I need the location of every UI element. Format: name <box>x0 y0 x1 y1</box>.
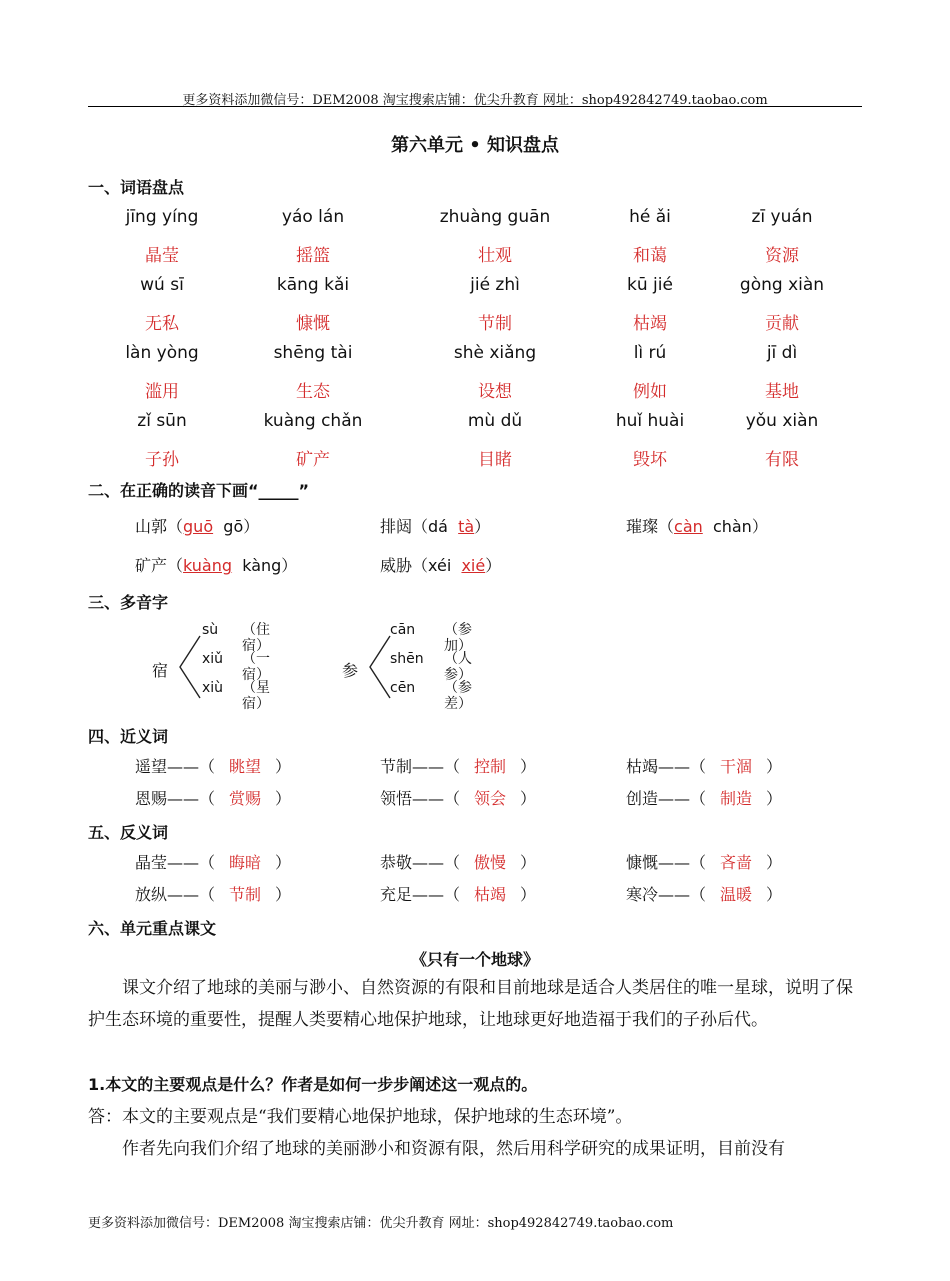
pinyin: làn yòng <box>125 343 199 363</box>
antonym-item: 晶莹——（ 晦暗 ） <box>135 853 292 872</box>
pinyin: huǐ huài <box>615 411 685 431</box>
section-heading-antonyms: 五、反义词 <box>88 823 169 842</box>
pinyin: kū jié <box>627 275 673 295</box>
vocabulary-word: 慷慨 <box>296 314 330 334</box>
vocabulary-word: 无私 <box>145 314 179 334</box>
vocabulary-word: 毁坏 <box>633 450 667 470</box>
pinyin: jīng yíng <box>125 207 199 227</box>
antonym-item: 充足——（ 枯竭 ） <box>380 885 537 904</box>
vocabulary-word: 有限 <box>765 450 799 470</box>
section-heading-pronunciation: 二、在正确的读音下画“_____” <box>88 481 310 500</box>
vocabulary-word: 子孙 <box>145 450 179 470</box>
vocabulary-word: 目睹 <box>478 450 512 470</box>
section-heading-polyphone: 三、多音字 <box>88 593 169 612</box>
brace-icon <box>368 634 392 700</box>
page-header: 更多资料添加微信号：DEM2008 淘宝搜索店铺：优尖升教育 网址：shop492842749.taobao.com <box>182 93 768 108</box>
pinyin: gòng xiàn <box>739 275 825 295</box>
page-title: 第六单元 • 知识盘点 <box>390 135 560 156</box>
lesson-title: 《只有一个地球》 <box>410 950 539 969</box>
antonym-item: 恭敬——（ 傲慢 ） <box>380 853 537 872</box>
polyphone-char: 宿 <box>152 661 169 680</box>
synonym-item: 恩赐——（ 赏赐 ） <box>135 789 292 808</box>
pinyin: yǒu xiàn <box>745 411 819 431</box>
pronunciation-item: 排闼（dá tà） <box>380 517 491 536</box>
pronunciation-item: 矿产（kuàng kàng） <box>135 556 298 575</box>
polyphone-group-su: 宿 sù （住宿） xiǔ （一宿） xiù （星宿） <box>152 622 270 712</box>
pinyin: zhuàng guān <box>439 207 551 227</box>
answer: 答：本文的主要观点是“我们要精心地保护地球，保护地球的生态环境”。 <box>88 1107 633 1127</box>
pinyin: wú sī <box>140 275 184 295</box>
polyphone-group-can: 参 cān （参加） shēn （人参） cēn （参差） <box>342 622 472 712</box>
section-heading-vocabulary: 一、词语盘点 <box>88 178 185 197</box>
pinyin: jī dì <box>766 343 798 363</box>
synonym-item: 节制——（ 控制 ） <box>380 757 537 776</box>
section-heading-synonyms: 四、近义词 <box>88 727 169 746</box>
question: 1.本文的主要观点是什么？作者是如何一步步阐述这一观点的。 <box>88 1075 538 1094</box>
pinyin: shè xiǎng <box>453 343 537 363</box>
pinyin: zǐ sūn <box>137 411 187 431</box>
antonym-item: 寒冷——（ 温暖 ） <box>626 885 783 904</box>
pinyin: lì rú <box>633 343 667 363</box>
vocabulary-word: 基地 <box>765 382 799 402</box>
pinyin: yáo lán <box>281 207 345 227</box>
vocabulary-word: 晶莹 <box>145 246 179 266</box>
pinyin: shēng tài <box>273 343 353 363</box>
vocabulary-word: 摇篮 <box>296 246 330 266</box>
vocabulary-word: 和蔼 <box>633 246 667 266</box>
pinyin: mù dǔ <box>467 411 523 431</box>
pronunciation-item: 威胁（xéi xié） <box>380 556 502 575</box>
vocabulary-word: 生态 <box>296 382 330 402</box>
lesson-intro: 课文介绍了地球的美丽与渺小、自然资源的有限和目前地球是适合人类居住的唯一星球，说明了保护生态环境的重要性，提醒人类要精心地保护地球，让地球更好地造福于我们的子孙后代。 <box>88 978 853 1030</box>
vocabulary-word: 例如 <box>633 382 667 402</box>
section-heading-key-text: 六、单元重点课文 <box>88 919 217 938</box>
synonym-item: 枯竭——（ 干涸 ） <box>626 757 783 776</box>
synonym-item: 领悟——（ 领会 ） <box>380 789 537 808</box>
vocabulary-word: 枯竭 <box>633 314 667 334</box>
pronunciation-item: 璀璨（càn chàn） <box>626 517 768 536</box>
pinyin: zī yuán <box>751 207 813 227</box>
vocabulary-word: 贡献 <box>765 314 799 334</box>
vocabulary-word: 资源 <box>765 246 799 266</box>
answer-paragraph: 作者先向我们介绍了地球的美丽渺小和资源有限，然后用科学研究的成果证明，目前没有 <box>122 1139 785 1159</box>
pinyin: kāng kǎi <box>276 275 350 295</box>
vocabulary-word: 滥用 <box>145 382 179 402</box>
synonym-item: 遥望——（ 眺望 ） <box>135 757 292 776</box>
pinyin: jié zhì <box>470 275 520 295</box>
vocabulary-word: 矿产 <box>296 450 330 470</box>
pinyin: kuàng chǎn <box>263 411 363 431</box>
vocabulary-word: 壮观 <box>478 246 512 266</box>
pronunciation-item: 山郭（guō gō） <box>135 517 260 536</box>
vocabulary-word: 节制 <box>478 314 512 334</box>
brace-icon <box>178 634 202 700</box>
page-footer: 更多资料添加微信号：DEM2008 淘宝搜索店铺：优尖升教育 网址：shop492842749.taobao.com <box>88 1216 674 1231</box>
antonym-item: 放纵——（ 节制 ） <box>135 885 292 904</box>
vocabulary-word: 设想 <box>478 382 512 402</box>
pinyin: hé ǎi <box>629 207 671 227</box>
polyphone-char: 参 <box>342 661 359 680</box>
antonym-item: 慷慨——（ 吝啬 ） <box>626 853 783 872</box>
header-divider <box>88 106 862 107</box>
synonym-item: 创造——（ 制造 ） <box>626 789 783 808</box>
